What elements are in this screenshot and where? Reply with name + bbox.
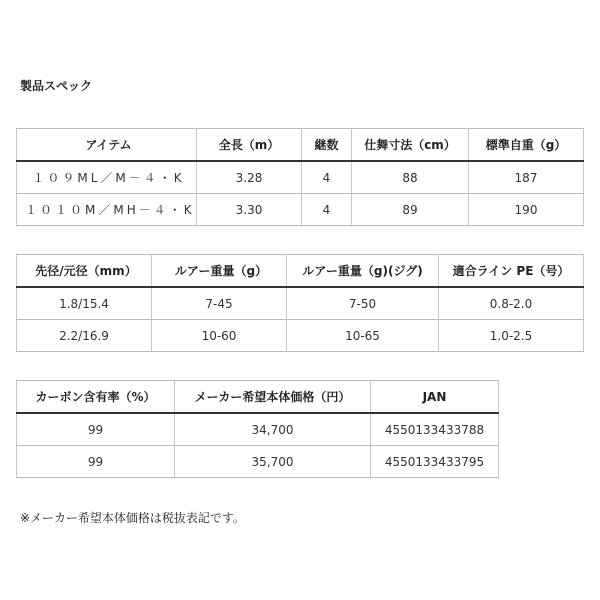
cell-closed-length: 89 (352, 194, 469, 226)
cell-weight: 190 (469, 194, 584, 226)
table-row (17, 287, 584, 320)
table-row (17, 446, 499, 478)
cell-jan: 4550133433788 (371, 413, 499, 446)
col-header-pe-line: 適合ライン PE（号） (439, 255, 584, 288)
table-row (17, 161, 584, 194)
col-header-lure-weight-jig: ルアー重量（g)(ジグ) (287, 255, 439, 288)
cell-tip-butt-diameter: 2.2/16.9 (17, 320, 152, 352)
cell-sections: 4 (302, 161, 352, 194)
col-header-item: アイテム (17, 129, 197, 162)
spec-table-lure (16, 254, 584, 352)
cell-lure-weight: 7-45 (152, 287, 287, 320)
cell-pe-line: 0.8-2.0 (439, 287, 584, 320)
price-footnote: ※メーカー希望本体価格は税抜表記です。 (20, 511, 245, 525)
cell-price: 35,700 (175, 446, 371, 478)
cell-length: 3.30 (197, 194, 302, 226)
cell-item: １０１０M／MH－４・K (17, 194, 197, 226)
table-row (17, 413, 499, 446)
cell-weight: 187 (469, 161, 584, 194)
col-header-closed-length: 仕舞寸法（cm） (352, 129, 469, 162)
cell-pe-line: 1.0-2.5 (439, 320, 584, 352)
cell-tip-butt-diameter: 1.8/15.4 (17, 287, 152, 320)
cell-carbon-content: 99 (17, 446, 175, 478)
col-header-price: メーカー希望本体価格（円） (175, 381, 371, 414)
cell-lure-weight-jig: 10-65 (287, 320, 439, 352)
spec-table-item (16, 128, 584, 226)
table-row (17, 320, 584, 352)
spec-table-price (16, 380, 499, 478)
cell-item: １０９ML／M－４・K (17, 161, 197, 194)
table-header-row (17, 129, 584, 162)
page-title: 製品スペック (20, 79, 93, 93)
cell-closed-length: 88 (352, 161, 469, 194)
cell-lure-weight: 10-60 (152, 320, 287, 352)
table-header-row (17, 255, 584, 288)
cell-length: 3.28 (197, 161, 302, 194)
col-header-carbon-content: カーボン含有率（%） (17, 381, 175, 414)
cell-lure-weight-jig: 7-50 (287, 287, 439, 320)
cell-jan: 4550133433795 (371, 446, 499, 478)
col-header-weight: 標準自重（g） (469, 129, 584, 162)
table-row (17, 194, 584, 226)
cell-price: 34,700 (175, 413, 371, 446)
col-header-jan: JAN (371, 381, 499, 414)
col-header-lure-weight: ルアー重量（g） (152, 255, 287, 288)
col-header-sections: 継数 (302, 129, 352, 162)
col-header-length: 全長（m） (197, 129, 302, 162)
col-header-tip-butt-diameter: 先径/元径（mm） (17, 255, 152, 288)
table-header-row (17, 381, 499, 414)
cell-sections: 4 (302, 194, 352, 226)
cell-carbon-content: 99 (17, 413, 175, 446)
